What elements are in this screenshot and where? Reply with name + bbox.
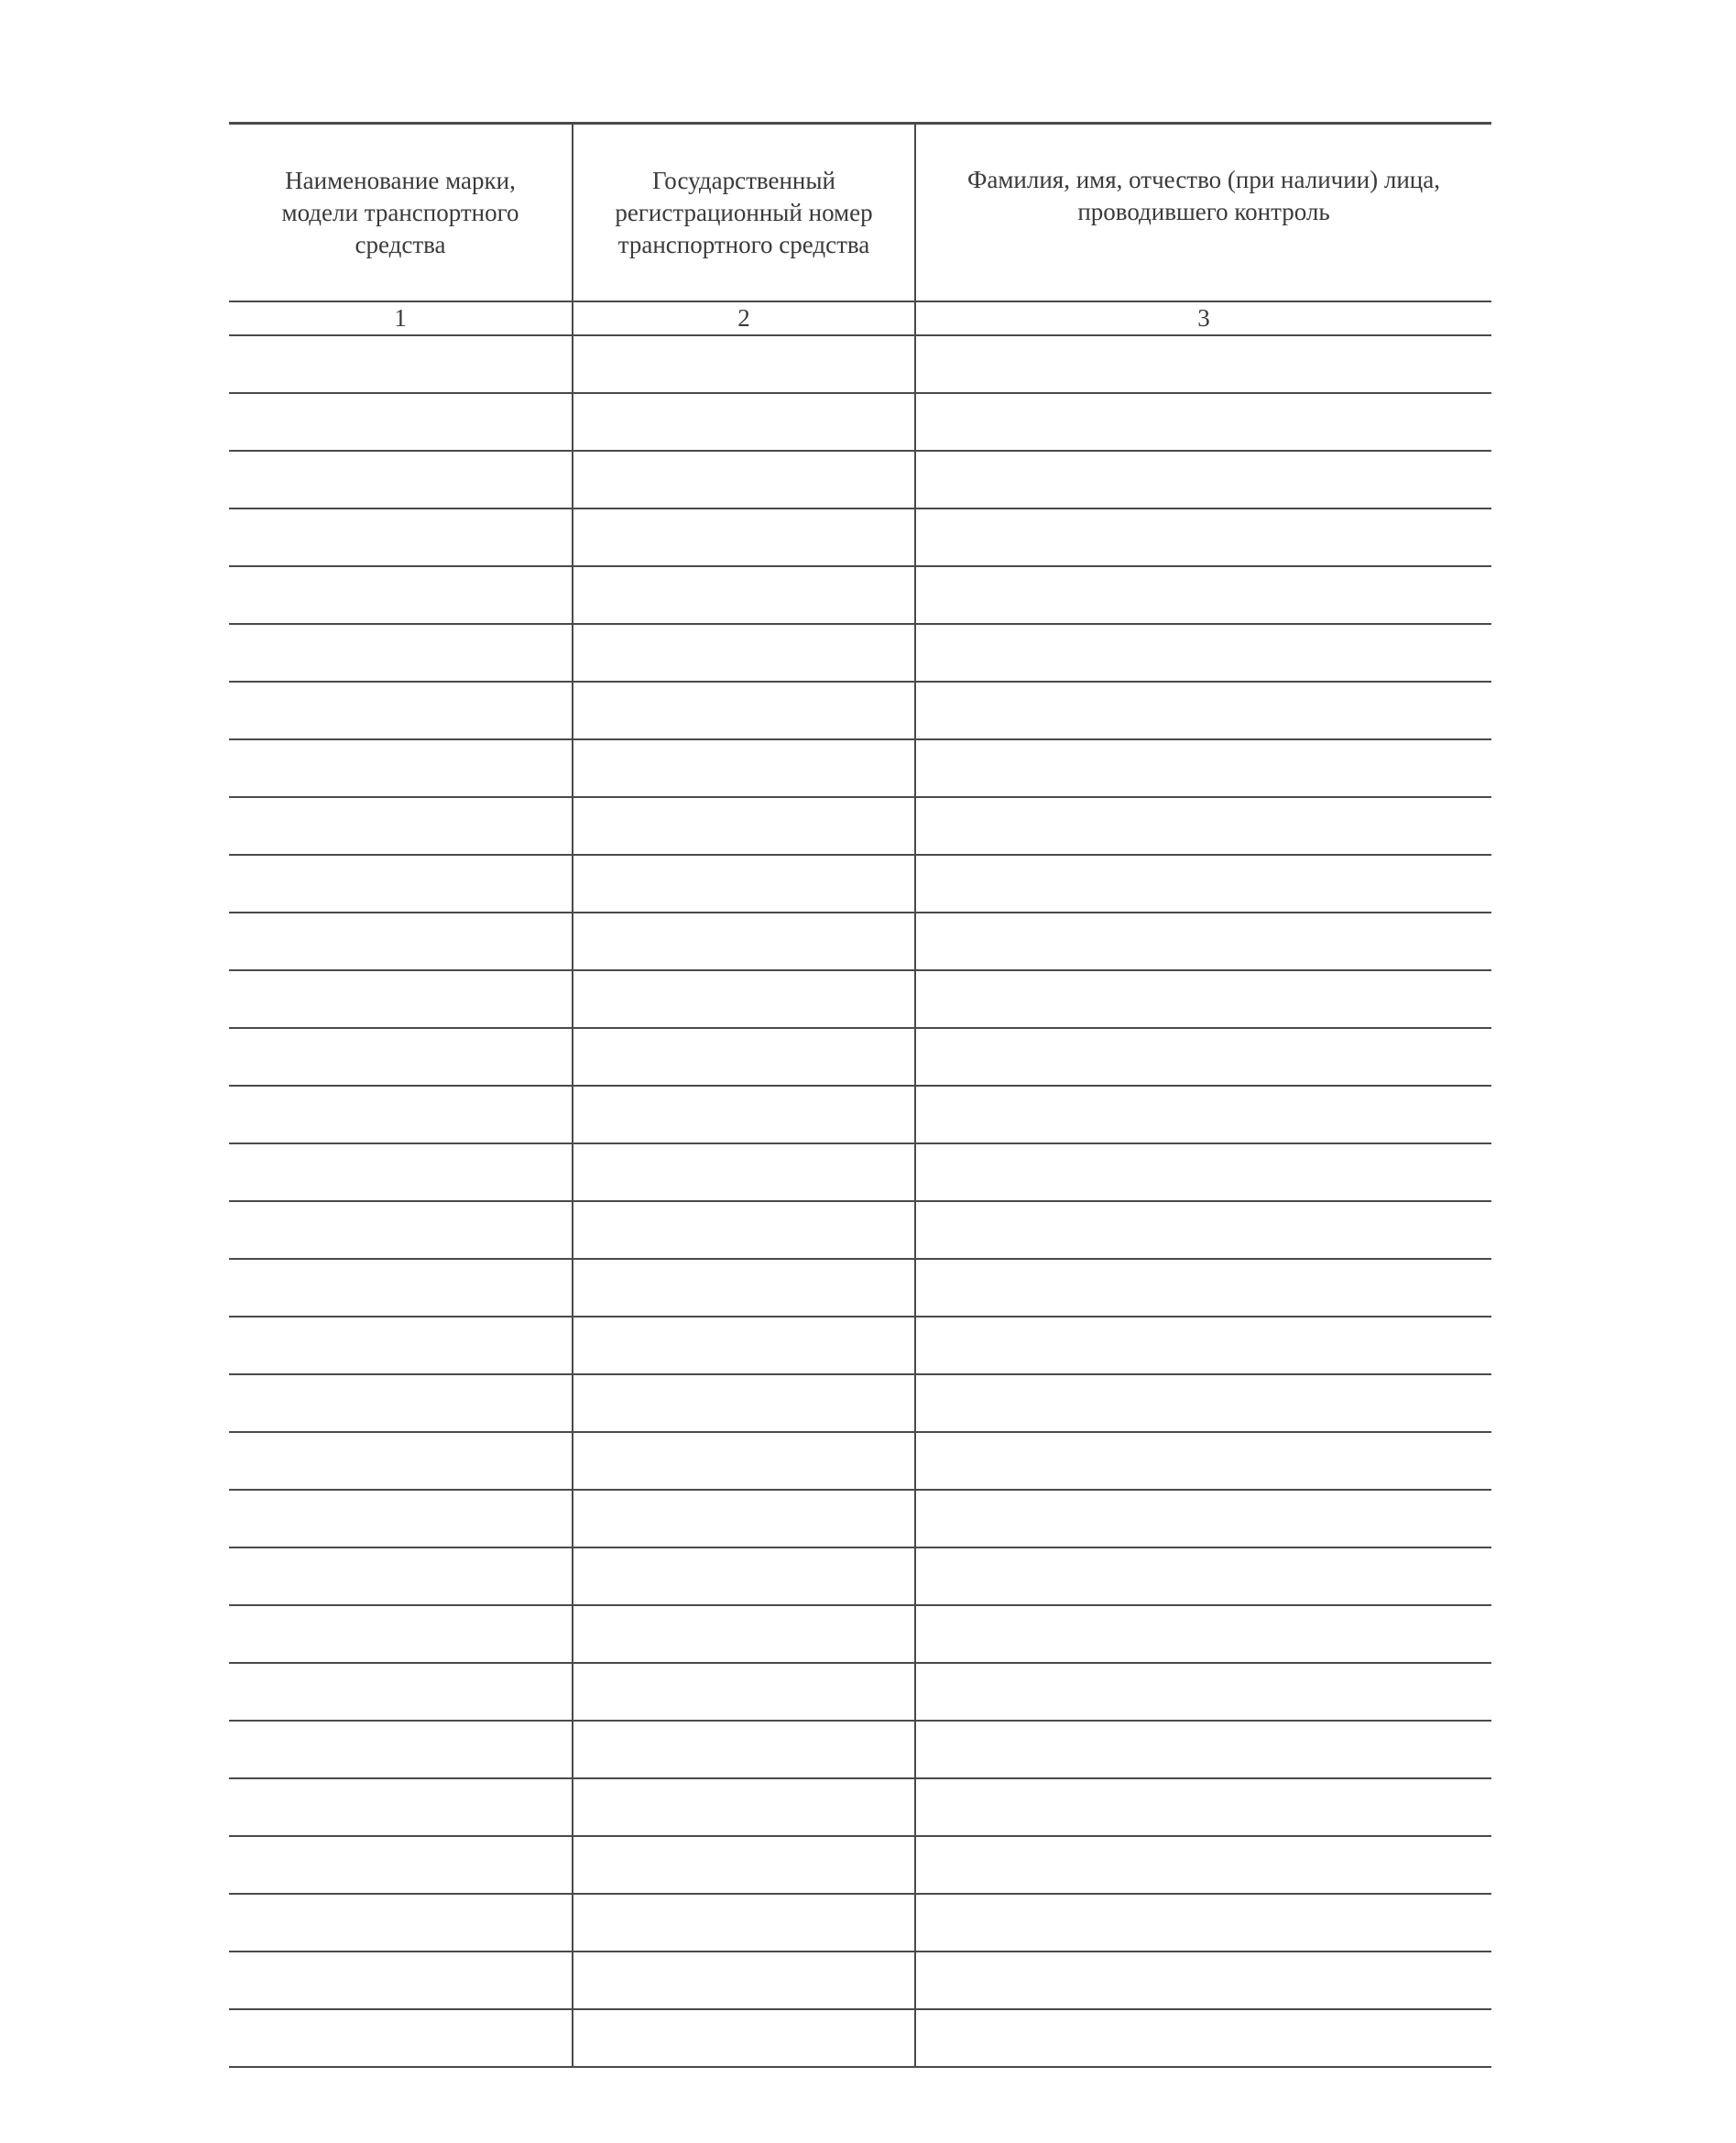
column-number-row xyxy=(229,301,1491,335)
table-cell xyxy=(573,1663,915,1721)
table-cell xyxy=(915,739,1491,797)
table-cell xyxy=(915,1259,1491,1317)
table-cell xyxy=(573,1490,915,1547)
column-number: 3 xyxy=(915,301,1491,335)
table-cell xyxy=(915,1952,1491,2009)
table-cell xyxy=(915,970,1491,1028)
table-cell xyxy=(915,1605,1491,1663)
table-cell xyxy=(915,913,1491,970)
table-cell xyxy=(229,1432,573,1490)
table-cell xyxy=(915,1201,1491,1259)
table-row xyxy=(229,1086,1491,1143)
table-cell xyxy=(229,1778,573,1836)
table-row xyxy=(229,1663,1491,1721)
table-cell xyxy=(229,739,573,797)
table-cell xyxy=(573,624,915,682)
table-row xyxy=(229,797,1491,855)
table-row xyxy=(229,1605,1491,1663)
table-cell xyxy=(229,335,573,393)
table-cell xyxy=(229,970,573,1028)
table-cell xyxy=(573,739,915,797)
table-cell xyxy=(573,797,915,855)
table-cell xyxy=(915,1317,1491,1374)
table-cell xyxy=(915,855,1491,913)
table-cell xyxy=(915,1374,1491,1432)
table-cell xyxy=(915,1836,1491,1894)
table-cell xyxy=(229,1028,573,1086)
header-row xyxy=(229,124,1491,302)
table-cell xyxy=(229,1605,573,1663)
table-row xyxy=(229,451,1491,508)
table-cell xyxy=(915,1721,1491,1778)
table-cell xyxy=(915,393,1491,451)
table-cell xyxy=(573,1778,915,1836)
table-cell xyxy=(229,1663,573,1721)
table-cell xyxy=(573,970,915,1028)
table-row xyxy=(229,739,1491,797)
header-registration-number xyxy=(573,124,915,302)
table-cell xyxy=(229,682,573,739)
table-row xyxy=(229,970,1491,1028)
header-line: средства xyxy=(355,230,446,258)
table-cell xyxy=(573,1374,915,1432)
table-row xyxy=(229,1259,1491,1317)
table-cell xyxy=(573,1605,915,1663)
table-cell xyxy=(229,1086,573,1143)
table-cell xyxy=(573,1894,915,1952)
table-row xyxy=(229,1547,1491,1605)
table-row xyxy=(229,1028,1491,1086)
header-line: Фамилия, имя, отчество (при наличии) лица, xyxy=(967,166,1440,193)
table-cell xyxy=(573,566,915,624)
table-row xyxy=(229,1721,1491,1778)
table-cell xyxy=(573,1432,915,1490)
table-cell xyxy=(573,2009,915,2067)
table-cell xyxy=(915,451,1491,508)
header-line: транспортного средства xyxy=(617,230,870,258)
table-cell xyxy=(915,682,1491,739)
header-line: модели транспортного xyxy=(281,198,519,226)
table-row xyxy=(229,913,1491,970)
table-cell xyxy=(229,1259,573,1317)
table-cell xyxy=(915,624,1491,682)
table-row xyxy=(229,508,1491,566)
table-cell xyxy=(573,913,915,970)
table-cell xyxy=(573,855,915,913)
table-row xyxy=(229,1201,1491,1259)
table-row xyxy=(229,1143,1491,1201)
table-cell xyxy=(229,1374,573,1432)
table-cell xyxy=(573,1143,915,1201)
table-cell xyxy=(573,451,915,508)
table-cell xyxy=(573,1028,915,1086)
table-cell xyxy=(229,1836,573,1894)
header-line: проводившего контроль xyxy=(1077,198,1330,225)
table-cell xyxy=(229,393,573,451)
table-cell xyxy=(229,855,573,913)
table-row xyxy=(229,393,1491,451)
table-row xyxy=(229,2009,1491,2067)
table-cell xyxy=(229,566,573,624)
table-cell xyxy=(573,1952,915,2009)
table-cell xyxy=(573,1721,915,1778)
header-line: Государственный xyxy=(652,166,835,194)
table-cell xyxy=(573,335,915,393)
table-cell xyxy=(915,797,1491,855)
table-row xyxy=(229,624,1491,682)
table-cell xyxy=(229,1490,573,1547)
table-row xyxy=(229,1374,1491,1432)
header-line: регистрационный номер xyxy=(615,198,873,226)
table-cell xyxy=(573,1547,915,1605)
table-cell xyxy=(915,508,1491,566)
table-cell xyxy=(573,1259,915,1317)
table-cell xyxy=(229,624,573,682)
table-cell xyxy=(915,1547,1491,1605)
table-cell xyxy=(229,1721,573,1778)
table-cell xyxy=(229,1952,573,2009)
table-cell xyxy=(229,913,573,970)
table-row xyxy=(229,566,1491,624)
header-inspector-name xyxy=(915,124,1491,302)
column-number: 1 xyxy=(229,301,573,335)
header-vehicle-make-model xyxy=(229,124,573,302)
table-row xyxy=(229,682,1491,739)
table-cell xyxy=(573,1317,915,1374)
table-cell xyxy=(573,393,915,451)
table-row xyxy=(229,1952,1491,2009)
header-line: Наименование марки, xyxy=(285,166,516,194)
table-cell xyxy=(915,2009,1491,2067)
table-cell xyxy=(229,2009,573,2067)
table-cell xyxy=(229,1317,573,1374)
table-cell xyxy=(915,1894,1491,1952)
table-cell xyxy=(915,1086,1491,1143)
table-row xyxy=(229,1894,1491,1952)
table-cell xyxy=(573,1201,915,1259)
table-cell xyxy=(915,1490,1491,1547)
table-cell xyxy=(229,508,573,566)
table-cell xyxy=(229,451,573,508)
vehicle-control-log-table xyxy=(229,122,1491,2068)
table-row xyxy=(229,1490,1491,1547)
table-row xyxy=(229,855,1491,913)
table-cell xyxy=(573,682,915,739)
table-cell xyxy=(229,1547,573,1605)
table-cell xyxy=(915,566,1491,624)
table-row xyxy=(229,335,1491,393)
table-cell xyxy=(915,1028,1491,1086)
column-number: 2 xyxy=(573,301,915,335)
table-cell xyxy=(915,335,1491,393)
table-cell xyxy=(573,1836,915,1894)
table-row xyxy=(229,1778,1491,1836)
table-body xyxy=(229,335,1491,2067)
table-cell xyxy=(229,1894,573,1952)
table-row xyxy=(229,1432,1491,1490)
table-row xyxy=(229,1836,1491,1894)
table-cell xyxy=(915,1778,1491,1836)
table-cell xyxy=(573,508,915,566)
table-cell xyxy=(573,1086,915,1143)
table-cell xyxy=(915,1432,1491,1490)
table-cell xyxy=(229,1143,573,1201)
table-cell xyxy=(229,1201,573,1259)
table-cell xyxy=(229,797,573,855)
table-cell xyxy=(915,1143,1491,1201)
table-cell xyxy=(915,1663,1491,1721)
table-row xyxy=(229,1317,1491,1374)
